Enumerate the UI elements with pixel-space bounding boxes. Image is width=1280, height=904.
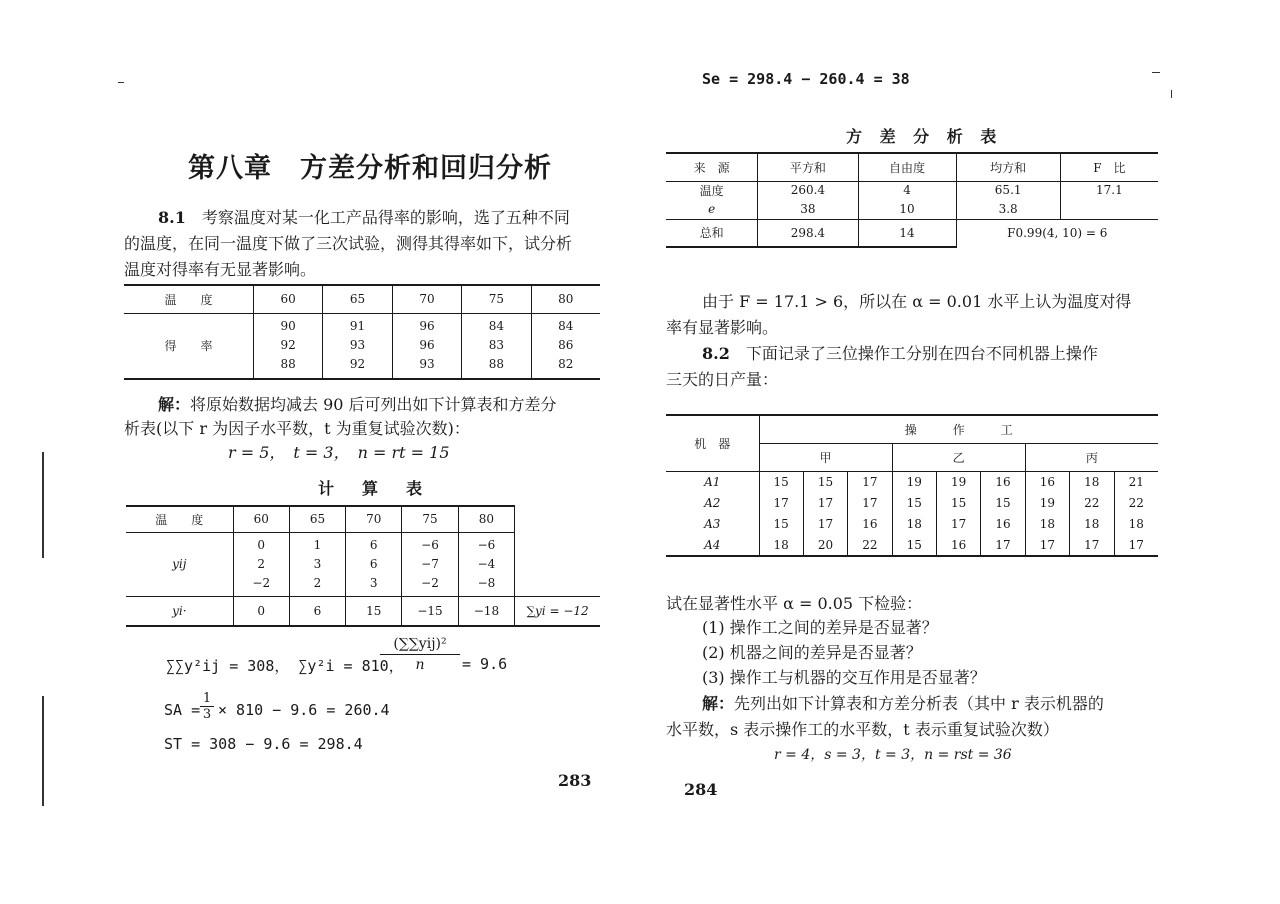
anova-header: 平方和 [758, 153, 858, 181]
operator-header: 丙 [1025, 443, 1158, 471]
yij-column: −6 −7 −2 [402, 532, 458, 596]
calc-temp: 75 [402, 506, 458, 532]
yi-cell: 0 [233, 596, 289, 626]
problem-number: 8.1 [158, 208, 186, 227]
output-cell: 17 [1070, 534, 1114, 556]
calc-temp: 65 [289, 506, 345, 532]
anova-cell: 298.4 [758, 219, 858, 247]
output-cell: 15 [759, 513, 803, 534]
temperature-yield-table [124, 284, 600, 380]
output-cell: 18 [759, 534, 803, 556]
output-cell: 15 [981, 492, 1025, 513]
scan-speck [1152, 72, 1160, 73]
output-cell: 16 [1025, 471, 1069, 492]
anova-critical-value: F0.99(4, 10) = 6 [956, 219, 1158, 247]
machine-label: A3 [704, 516, 721, 531]
output-cell: 18 [1025, 513, 1069, 534]
machine-label: A1 [704, 474, 721, 489]
output-cell: 18 [892, 513, 936, 534]
calc-table-caption: 计 算 表 [318, 479, 429, 498]
question-1: (1) 操作工之间的差异是否显著？ [702, 618, 938, 637]
formula-correction: = 9.6 [462, 655, 508, 673]
problem-8-1-line3: 温度对得率有无显著影响。 [124, 260, 317, 279]
machine-operator-table [666, 414, 1158, 557]
yij-column: 1 3 2 [289, 532, 345, 596]
yij-column: 6 6 3 [346, 532, 402, 596]
output-cell: 17 [848, 471, 892, 492]
output-cell: 17 [981, 534, 1025, 556]
test-intro: 试在显著性水平 α = 0.05 下检验： [666, 594, 923, 613]
yield-column: 90 92 88 [253, 313, 322, 379]
calc-header-temp: 温 度 [126, 506, 233, 532]
anova-cell: 3.8 [956, 199, 1060, 219]
temp-cell: 80 [531, 285, 600, 313]
question-2: (2) 机器之间的差异是否显著？ [702, 643, 922, 662]
scan-margin-line [42, 696, 44, 806]
anova-cell [1060, 199, 1158, 219]
problem-8-1-line1: 8.1 考察温度对某一化工产品得率的影响，选了五种不同 [158, 208, 570, 227]
temp-cell: 75 [462, 285, 531, 313]
anova-cell: 38 [758, 199, 858, 219]
solution-line2: 析表(以下 r 为因子水平数，t 为重复试验次数)： [124, 419, 470, 438]
output-cell: 18 [1114, 513, 1158, 534]
calc-row-yi: yi· [126, 596, 233, 626]
conclusion-line2: 率有显著影响。 [666, 318, 779, 337]
output-cell: 22 [1070, 492, 1114, 513]
operator-header: 甲 [759, 443, 892, 471]
output-cell: 15 [759, 471, 803, 492]
anova-cell: 4 [858, 181, 956, 199]
yield-column: 96 96 93 [392, 313, 461, 379]
output-cell: 19 [937, 471, 981, 492]
formula-sums: ∑∑y²ij = 308， ∑y²i = 810， [166, 657, 404, 675]
anova-cell: e [666, 199, 758, 219]
anova-header: 自由度 [858, 153, 956, 181]
output-cell: 16 [981, 471, 1025, 492]
se-formula: Se = 298.4 − 260.4 = 38 [702, 70, 910, 88]
temp-cell: 60 [253, 285, 322, 313]
output-cell: 16 [848, 513, 892, 534]
page-number-left: 283 [558, 771, 592, 790]
anova-caption: 方 差 分 析 表 [846, 127, 1003, 146]
anova-header: F 比 [1060, 153, 1158, 181]
output-cell: 17 [848, 492, 892, 513]
machine-label: A4 [666, 534, 759, 556]
output-cell: 18 [1070, 471, 1114, 492]
problem-8-2-line1: 8.2 下面记录了三位操作工分别在四台不同机器上操作 [702, 344, 1098, 363]
output-cell: 17 [803, 513, 847, 534]
output-cell: 15 [937, 492, 981, 513]
calc-row-yij: yij [126, 532, 233, 596]
output-cell: 17 [759, 492, 803, 513]
formula-fraction: (∑∑yij)² n [380, 636, 460, 673]
solution-params: r = 5， t = 3， n = rt = 15 [228, 443, 450, 462]
machine-label: A2 [704, 495, 721, 510]
output-cell: 17 [1114, 534, 1158, 556]
formula-st: ST = 308 − 9.6 = 298.4 [164, 735, 363, 753]
anova-header: 来 源 [666, 153, 758, 181]
output-cell: 19 [892, 471, 936, 492]
output-cell: 17 [937, 513, 981, 534]
anova-cell: 65.1 [956, 181, 1060, 199]
conclusion-line1: 由于 F = 17.1 > 6，所以在 α = 0.01 水平上认为温度对得 [702, 292, 1132, 311]
yield-column: 91 93 92 [323, 313, 392, 379]
problem-8-1-line2: 的温度，在同一温度下做了三次试验，测得其得率如下，试分析 [124, 234, 573, 253]
output-cell: 18 [1070, 513, 1114, 534]
calc-table [126, 505, 600, 627]
output-cell: 15 [892, 534, 936, 556]
anova-cell: 总和 [666, 219, 758, 247]
anova-cell: 17.1 [1060, 181, 1158, 199]
yield-column: 84 86 82 [531, 313, 600, 379]
output-cell: 15 [892, 492, 936, 513]
output-cell: 19 [1025, 492, 1069, 513]
yield-column: 84 83 88 [462, 313, 531, 379]
scan-speck [118, 82, 124, 83]
yij-column: −6 −4 −8 [458, 532, 514, 596]
anova-header: 均方和 [956, 153, 1060, 181]
anova-cell: 温度 [699, 183, 724, 198]
output-cell: 20 [803, 534, 847, 556]
right-page [640, 0, 1280, 904]
yi-cell: 15 [346, 596, 402, 626]
anova-table [666, 152, 1158, 248]
output-cell: 21 [1114, 471, 1158, 492]
temp-cell: 65 [323, 285, 392, 313]
formula-sa-rest: × 810 − 9.6 = 260.4 [218, 701, 390, 719]
output-cell: 17 [1025, 534, 1069, 556]
yi-cell: −15 [402, 596, 458, 626]
calc-temp: 70 [346, 506, 402, 532]
anova-cell: 14 [858, 219, 956, 247]
anova-cell: 260.4 [758, 181, 858, 199]
calc-temp: 60 [233, 506, 289, 532]
page-number-right: 284 [684, 780, 718, 799]
operator-header: 乙 [892, 443, 1025, 471]
yi-cell: −18 [458, 596, 514, 626]
yij-column: 0 2 −2 [233, 532, 289, 596]
output-cell: 16 [937, 534, 981, 556]
calc-temp: 80 [458, 506, 514, 532]
formula-sa-label: SA = [164, 701, 201, 719]
anova-cell: 10 [858, 199, 956, 219]
output-cell: 22 [848, 534, 892, 556]
output-cell: 17 [803, 492, 847, 513]
col-machine-header: 机 器 [666, 415, 759, 471]
yi-cell: 6 [289, 596, 345, 626]
problem-8-2-line2: 三天的日产量： [666, 370, 779, 389]
chapter-title: 第八章 方差分析和回归分析 [188, 153, 552, 184]
solution-8-2-params: r = 4，s = 3，t = 3，n = rst = 36 [774, 747, 1012, 763]
output-cell: 15 [803, 471, 847, 492]
header-yield: 得 率 [124, 313, 253, 379]
scan-margin-line [42, 452, 44, 558]
header-temperature: 温 度 [124, 285, 253, 313]
question-3: (3) 操作工与机器的交互作用是否显著？ [702, 668, 986, 687]
scan-speck [1171, 90, 1172, 98]
solution-8-2-line2: 水平数，s 表示操作工的水平数，t 表示重复试验次数） [666, 720, 1059, 739]
solution-8-2-line1: 解：先列出如下计算表和方差分析表（其中 r 表示机器的 [702, 694, 1104, 713]
solution-line1: 解：将原始数据均减去 90 后可列出如下计算表和方差分 [158, 395, 557, 414]
formula-sa-fraction: 1 3 [200, 691, 214, 722]
output-cell: 16 [981, 513, 1025, 534]
yi-sum: ∑yi = −12 [515, 596, 600, 626]
temp-cell: 70 [392, 285, 461, 313]
output-cell: 22 [1114, 492, 1158, 513]
col-operator-header: 操 作 工 [759, 415, 1158, 443]
